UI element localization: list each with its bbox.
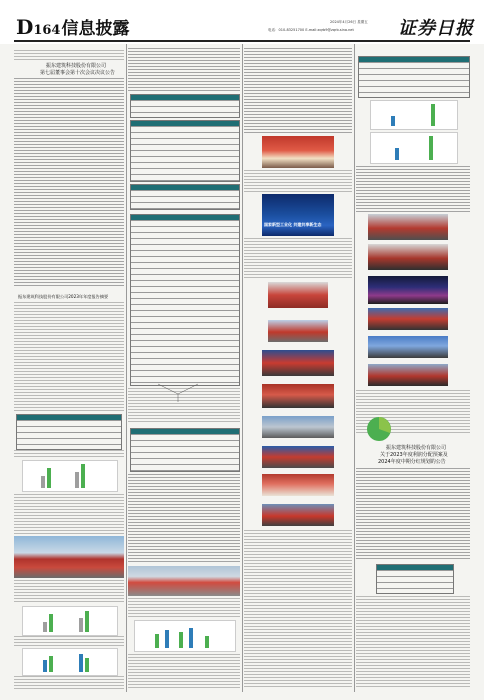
chart-bar: [49, 614, 53, 632]
event-photo: [128, 566, 240, 596]
chart-bar: [155, 634, 159, 648]
article-headline: 第七届董事会第十次会议决议公告: [40, 70, 116, 76]
text-block: [128, 474, 240, 564]
text-block: [14, 494, 124, 534]
event-photo-3: [368, 244, 448, 270]
chart-3: [22, 648, 118, 676]
chart-bar: [85, 658, 89, 672]
text-block: [128, 654, 240, 690]
masthead-contacts: 电话：010-83251700 E-mail:zqrb9@zqrb.sina.net: [268, 28, 354, 32]
text-block: [356, 596, 470, 688]
meeting-photo: [262, 416, 334, 438]
chart-2: [22, 606, 118, 636]
text-block: [14, 50, 124, 60]
conference-photo: [262, 504, 334, 526]
night-photo: [368, 276, 448, 304]
award-photo: [268, 282, 328, 308]
column-divider: [242, 44, 243, 692]
data-table: [358, 56, 470, 98]
text-block: [356, 468, 470, 560]
structure-diagram: [148, 380, 208, 404]
chart-bar: [41, 476, 45, 488]
column-4: [356, 44, 470, 692]
factory-photo: [14, 536, 124, 578]
conference-photo-2: [368, 308, 448, 330]
chart-6: [370, 132, 458, 164]
chart-bar: [75, 472, 79, 488]
award-photo: [268, 320, 328, 342]
group-photo: [262, 384, 334, 408]
column-2: [128, 44, 240, 692]
data-table: [16, 414, 122, 450]
group-photo: [262, 350, 334, 376]
column-1: [14, 44, 124, 692]
data-table: [130, 428, 240, 472]
page-number: 164: [33, 23, 61, 38]
ceremony-photo: [262, 136, 334, 168]
article-headline-4: 2024年度中期分红规划的公告: [378, 459, 446, 465]
banner-text: 国家新型工业化 共建共享新生态: [264, 222, 322, 227]
data-table: [130, 94, 240, 118]
article-headline-3: 关于2023年度利润分配预案及: [380, 452, 448, 458]
page-number-label: [16, 16, 129, 42]
column-3: [244, 44, 352, 692]
chart-bar: [43, 622, 47, 632]
text-block: [14, 302, 124, 412]
chart-bar: [431, 104, 435, 126]
text-block: [128, 598, 240, 618]
chart-bar: [395, 148, 399, 160]
chart-bar: [43, 660, 47, 672]
chart-bar: [81, 464, 85, 488]
masthead-date: 2024年4月26日 星期五: [330, 20, 368, 24]
chart-bar: [429, 136, 433, 160]
text-block: [244, 170, 352, 192]
data-table: [130, 184, 240, 210]
chart-bar: [189, 628, 193, 648]
diagram: [148, 380, 208, 404]
team-photo: [368, 364, 448, 386]
masthead-rule: [14, 40, 470, 42]
text-block: [14, 636, 124, 646]
text-block: [244, 530, 352, 688]
text-block: [244, 238, 352, 280]
chart-bar: [391, 116, 395, 126]
chart-bar: [179, 632, 183, 648]
stage-photo: [262, 194, 334, 236]
paper-logo: 证券日报: [398, 18, 474, 39]
data-table: [376, 564, 454, 594]
pie-chart: [364, 414, 404, 444]
chart-bar: [49, 656, 53, 672]
section-title: 信息披露: [61, 19, 130, 39]
chart-bar: [47, 468, 51, 488]
chart-bar: [165, 630, 169, 648]
text-block: [14, 78, 124, 288]
data-table: [130, 120, 240, 182]
page-letter: D: [16, 15, 34, 39]
data-table: [130, 214, 240, 386]
chart-5: [370, 100, 458, 130]
chart-4: [134, 620, 236, 652]
stage-photo-2: [262, 474, 334, 496]
text-block: [356, 166, 470, 212]
text-block: [14, 676, 124, 690]
text-block: [128, 48, 240, 92]
article-company-2: 振东建筑科技股份有限公司: [386, 445, 447, 451]
article-company: 振东建筑科技股份有限公司: [46, 63, 107, 69]
column-divider: [126, 44, 127, 692]
column-divider: [354, 44, 355, 692]
group-photo-2: [368, 336, 448, 358]
chart-1: [22, 460, 118, 492]
text-block: [14, 580, 124, 604]
text-block: [14, 450, 124, 458]
chart-bar: [85, 611, 89, 632]
chart-bar: [79, 654, 83, 672]
chart-bar: [205, 636, 209, 648]
signing-photo: [262, 446, 334, 468]
chart-bar: [79, 618, 83, 632]
article-headline-2: 振东建筑科技股份有限公司2023年年度报告摘要: [18, 294, 109, 299]
text-block: [244, 48, 352, 134]
event-photo-2: [368, 214, 448, 240]
